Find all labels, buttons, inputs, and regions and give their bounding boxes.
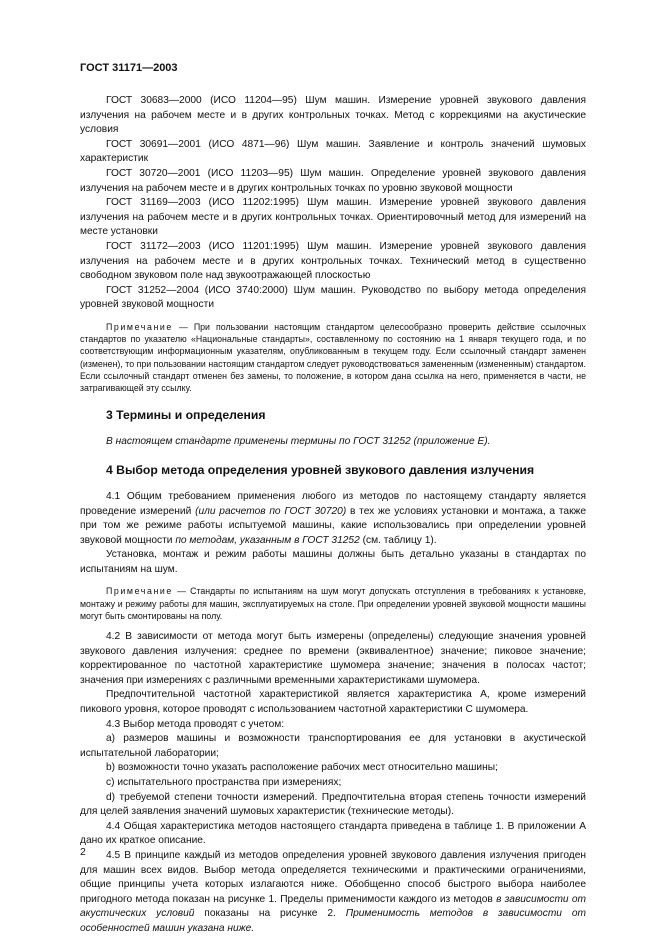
p41-part-e: (см. таблицу 1). bbox=[359, 534, 437, 546]
p45-part-a: 4.5 В принципе каждый из методов определения уровней звукового давления излучения пригоден для машин всех видов. Выбор метода определяется техническими и практическими ограничениями, общие принципы учета которых излагаются ниже. Обобщенно способ быстрого выбора наиболее пригодного метода показан на рисунке 1. Пределы применимости каждого из методов bbox=[80, 849, 586, 905]
document-header: ГОСТ 31171—2003 bbox=[80, 62, 178, 74]
reference-31252: ГОСТ 31252—2004 (ИСО 3740:2000) Шум машин. Руководство по выбору метода определения уровней звуковой мощности bbox=[80, 284, 586, 311]
paragraph-4-4: 4.4 Общая характеристика методов настоящего стандарта приведена в таблице 1. В приложении А дано их краткое описание. bbox=[80, 820, 586, 847]
note2-text: — Стандарты по испытаниям на шум могут допускать отступления в требованиях к установке, монтажу и режиму работы для машин, эксплуатируемых на столе. При определении уровней звуковой мощности машины могут быть смонтированы на полу. bbox=[80, 586, 586, 621]
list-item-c: c) испытательного пространства при измерениях; bbox=[106, 777, 342, 789]
p41-part-c: в тех же условиях установки и монтажа, а также при том же режиме работы испытуемой машины, какие использовались при определении уровней звуковой мощности bbox=[80, 505, 587, 546]
paragraph-4-1-2: Установка, монтаж и режим работы машины должны быть детально указаны в стандартах по испытаниям на шум. bbox=[80, 549, 586, 575]
note-label: Примечание bbox=[106, 321, 173, 332]
paragraph-4-2-2: Предпочтительной частотной характеристикой является характеристика А, кроме измерений пикового уровня, которое проводят с использованием частотной характеристики С шумомера. bbox=[80, 689, 586, 716]
page-content bbox=[80, 94, 586, 937]
note2-label: Примечание bbox=[106, 586, 173, 597]
reference-31172: ГОСТ 31172—2003 (ИСО 11201:1995) Шум машин. Измерение уровней звукового давления излучения на рабочем месте и в других контрольных точках. Технический метод в существенно свободном звуковом поле над звукоотражающей плоскостью bbox=[80, 240, 586, 282]
p45-part-c: показаны на рисунке 2. bbox=[194, 908, 346, 920]
p41-part-b: (или расчетов по ГОСТ 30720) bbox=[195, 505, 347, 517]
note-references bbox=[80, 321, 586, 394]
section-3-text: В настоящем стандарте применены термины по ГОСТ 31252 (приложение Е). bbox=[106, 435, 491, 447]
list-item-b: b) возможности точно указать расположение рабочих мест относительно машины; bbox=[106, 762, 498, 774]
note-text: — При пользовании настоящим стандартом целесообразно проверить действие ссылочных стандартов по указателю «Национальные стандарты», составленному по состоянию на 1 января текущего года, и по соответствующим информационным указателям, опубликованным в текущем году. Если ссылочный стандарт заменен (изменен), то при пользовании настоящим стандартом следует руководствоваться замененным (измененным) стандартом. Если ссылочный стандарт отменен без замены, то положение, в котором дана ссылка на него, применяется в части, не затрагивающей эту ссылку. bbox=[80, 321, 586, 393]
p45-part-b: в зависимости от акустических условий bbox=[80, 893, 586, 920]
reference-30691: ГОСТ 30691—2001 (ИСО 4871—96) Шум машин. Заявление и контроль значений шумовых характеристик bbox=[80, 138, 586, 165]
page-number: 2 bbox=[80, 846, 86, 858]
paragraph-4-3: 4.3 Выбор метода проводят с учетом: bbox=[106, 718, 285, 730]
note-installation bbox=[80, 585, 586, 622]
p45-part-d: Применимость методов в зависимости от особенностей машин указана ниже. bbox=[80, 908, 586, 934]
paragraph-4-5 bbox=[80, 849, 586, 937]
list-item-d: d) требуемой степени точности измерений. Предпочтительна вторая степень точности измерений для целей заявления значений шумовых характеристик (технические методы). bbox=[80, 791, 586, 818]
reference-30720: ГОСТ 30720—2001 (ИСО 11203—95) Шум машин. Определение уровней звукового давления излучения на рабочем месте и в других контрольных точках по уровню звуковой мощности bbox=[80, 167, 586, 194]
section-4-heading: 4 Выбор метода определения уровней звукового давления излучения bbox=[106, 463, 535, 478]
reference-31169: ГОСТ 31169—2003 (ИСО 11202:1995) Шум машин. Измерение уровней звукового давления излучения на рабочем месте и в других контрольных точках. Ориентировочный метод для измерений на месте установки bbox=[80, 197, 586, 238]
list-item-a: a) размеров машины и возможности транспортирования ее для установки в акустической испытательной лаборатории; bbox=[80, 733, 586, 759]
section-3-heading: 3 Термины и определения bbox=[106, 408, 266, 423]
paragraph-4-2: 4.2 В зависимости от метода могут быть измерены (определены) следующие значения уровней звукового давления излучения: среднее по времени (эквивалентное) значение; пиковое значение; корректированное по частотной характеристике шумомера значение; значения в полосах частот; значения при измерениях с различными временными характеристиками шумомера. bbox=[80, 631, 586, 686]
paragraph-4-1 bbox=[80, 490, 586, 548]
p41-part-a: 4.1 Общим требованием применения любого из методов по настоящему стандарту является проведение измерений bbox=[80, 490, 586, 517]
reference-30683: ГОСТ 30683—2000 (ИСО 11204—95) Шум машин. Измерение уровней звукового давления излучения на рабочем месте и в других контрольных точках. Метод с коррекциями на акустические условия bbox=[80, 95, 586, 136]
p41-part-d: по методам, указанным в ГОСТ 31252 bbox=[175, 534, 360, 546]
